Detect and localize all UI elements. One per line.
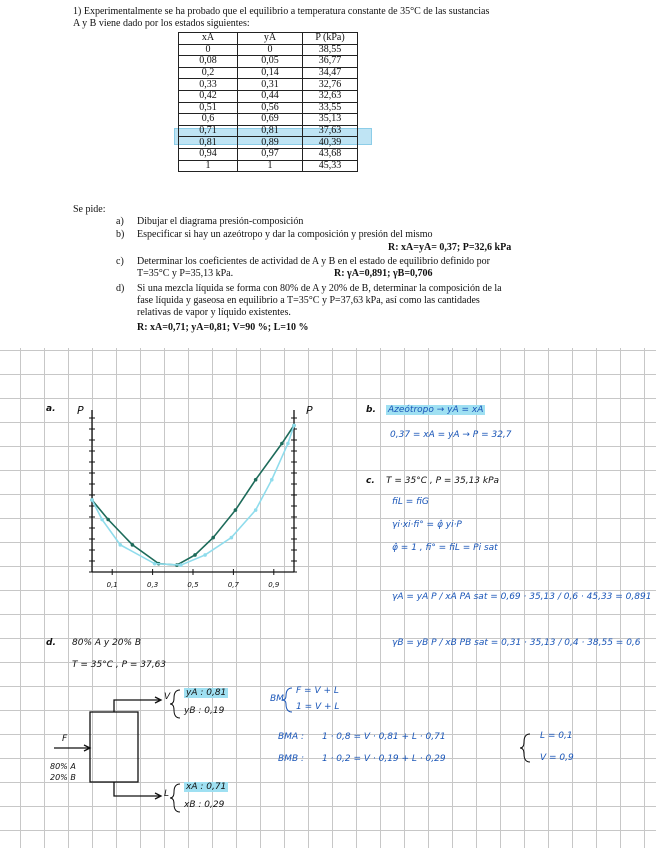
table-cell: 32,76 xyxy=(303,79,358,91)
q-d-label: d) xyxy=(116,283,125,294)
table-cell: 1 xyxy=(238,160,303,172)
table-cell: 34,47 xyxy=(303,67,358,79)
table-cell: 33,55 xyxy=(303,102,358,114)
note-b-label: b. xyxy=(366,405,376,415)
feed-comp-1: 80% A xyxy=(50,762,76,771)
note-c-eq-3: φ̂ = 1 , fi° = fiL = Pi sat xyxy=(392,543,498,553)
vapor-brace xyxy=(170,690,180,718)
q-c-answer: R: γA=0,891; γB=0,706 xyxy=(334,268,433,279)
table-cell: 37,63 xyxy=(303,125,358,137)
note-c-label: c. xyxy=(366,476,375,486)
q-c-2: T=35°C y P=35,13 kPa. xyxy=(137,268,234,279)
liquid-xa-value: xA : 0,71 xyxy=(186,782,227,792)
q-d-2: fase líquida y gaseosa en equilibrio a T=35°C y P=37,63 kPa, así como las cantidades xyxy=(137,295,480,306)
liquid-brace xyxy=(170,784,180,812)
vapor-stream xyxy=(114,700,160,712)
result-v: V = 0,9 xyxy=(540,753,574,763)
x-tick-label: 0,5 xyxy=(187,581,199,589)
table-cell: 0,31 xyxy=(238,79,303,91)
header-xa: xA xyxy=(179,33,238,45)
table-cell: 0 xyxy=(238,44,303,56)
x-tick-label: 0,3 xyxy=(147,581,159,589)
flash-drum xyxy=(90,712,138,782)
bm-eq-1: F = V + L xyxy=(296,686,339,696)
liquid-xa xyxy=(184,782,228,792)
q-d-answer: R: xA=0,71; yA=0,81; V=90 %; L=10 % xyxy=(137,322,309,333)
result-l: L = 0,1 xyxy=(540,731,573,741)
table-cell: 0,42 xyxy=(179,90,238,102)
feed-comp-2: 20% B xyxy=(50,773,76,782)
liquid-xb: xB : 0,29 xyxy=(184,800,225,810)
q-b-answer: R: xA=yA= 0,37; P=32,6 kPa xyxy=(388,242,512,253)
bmb-label: BMB : xyxy=(278,754,305,764)
table-cell: 0,51 xyxy=(179,102,238,114)
liquid-stream xyxy=(114,782,160,796)
table-cell: 36,77 xyxy=(303,56,358,68)
note-gamma-b: γB = yB P / xB PB sat = 0,31 · 35,13 / 0,4 · 38,55 = 0,6 xyxy=(392,638,641,648)
note-c-head: T = 35°C , P = 35,13 kPa xyxy=(386,476,500,486)
table-cell: 35,13 xyxy=(303,114,358,126)
problem-line-2: A y B viene dado por los estados siguientes: xyxy=(73,18,250,29)
table-cell: 45,33 xyxy=(303,160,358,172)
x-tick-label: 0,1 xyxy=(106,581,118,589)
label-v: V xyxy=(164,692,171,702)
vapor-ya xyxy=(184,688,228,698)
x-tick-label: 0,7 xyxy=(227,581,239,589)
problem-line-1: 1) Experimentalmente se ha probado que el equilibrio a temperatura constante de 35°C de las sustancias xyxy=(73,6,490,17)
q-a-label: a) xyxy=(116,216,124,227)
table-cell: 0,2 xyxy=(179,67,238,79)
bma-label: BMA : xyxy=(278,732,304,742)
se-pide: Se pide: xyxy=(73,204,106,215)
note-d-head: 80% A y 20% B xyxy=(72,638,142,648)
chart-ylabel-right: P xyxy=(306,404,313,417)
table-cell: 0,14 xyxy=(238,67,303,79)
q-c-1: Determinar los coeficientes de actividad de A y B en el estado de equilibrio definido por xyxy=(137,256,490,267)
table-cell: 40,39 xyxy=(303,137,358,149)
q-b: Especificar si hay un azeótropo y dar la composición y presión del mismo xyxy=(137,229,433,240)
note-a-label: a. xyxy=(46,404,56,414)
table-cell: 0 xyxy=(179,44,238,56)
note-b-text-1-value: Azeótropo → yA = xA xyxy=(388,405,484,415)
q-b-label: b) xyxy=(116,229,125,240)
x-tick-label: 0,9 xyxy=(268,581,280,589)
table-cell: 0,97 xyxy=(238,148,303,160)
table-cell: 0,94 xyxy=(179,148,238,160)
bm-eq-2: 1 = V + L xyxy=(296,702,340,712)
q-d-3: relativas de vapor y líquido existentes. xyxy=(137,307,291,318)
q-c-label: c) xyxy=(116,256,124,267)
label-f: F xyxy=(62,734,68,744)
note-gamma-a: γA = yA P / xA PA sat = 0,69 · 35,13 / 0,6 · 45,33 = 0,891 xyxy=(392,592,652,602)
table-cell: 0,08 xyxy=(179,56,238,68)
bm-label: BM xyxy=(270,694,284,704)
table-cell: 43,68 xyxy=(303,148,358,160)
table-cell: 38,55 xyxy=(303,44,358,56)
note-b-text-2: 0,37 = xA = yA → P = 32,7 xyxy=(390,430,512,440)
vapor-yb: yB : 0,19 xyxy=(184,706,225,716)
table-cell: 0,56 xyxy=(238,102,303,114)
chart-ylabel-left: P xyxy=(77,404,84,417)
table-cell: 0,6 xyxy=(179,114,238,126)
q-d-1: Si una mezcla líquida se forma con 80% de A y 20% de B, determinar la composición de la xyxy=(137,283,502,294)
table-cell: 0,89 xyxy=(238,137,303,149)
table-cell: 0,81 xyxy=(179,137,238,149)
table-cell: 0,44 xyxy=(238,90,303,102)
table-cell: 0,69 xyxy=(238,114,303,126)
q-a: Dibujar el diagrama presión-composición xyxy=(137,216,304,227)
table-cell: 0,81 xyxy=(238,125,303,137)
table-cell: 0,33 xyxy=(179,79,238,91)
note-d-cond: T = 35°C , P = 37,63 xyxy=(72,660,167,670)
header-ya: yA xyxy=(238,33,303,45)
vapor-ya-value: yA : 0,81 xyxy=(186,688,227,698)
table-cell: 32,63 xyxy=(303,90,358,102)
bma-eq: 1 · 0,8 = V · 0,81 + L · 0,71 xyxy=(322,732,446,742)
note-c-eq-1: fiL = fiG xyxy=(392,497,429,507)
header-p: P (kPa) xyxy=(303,33,358,45)
table-cell: 0,05 xyxy=(238,56,303,68)
result-brace xyxy=(520,734,530,762)
note-c-eq-2: γi·xi·fi° = φ̂ yi·P xyxy=(392,520,462,530)
table-cell: 0,71 xyxy=(179,125,238,137)
note-d-label: d. xyxy=(46,638,56,648)
table-cell: 1 xyxy=(179,160,238,172)
label-l: L xyxy=(164,789,170,799)
bmb-eq: 1 · 0,2 = V · 0,19 + L · 0,29 xyxy=(322,754,446,764)
